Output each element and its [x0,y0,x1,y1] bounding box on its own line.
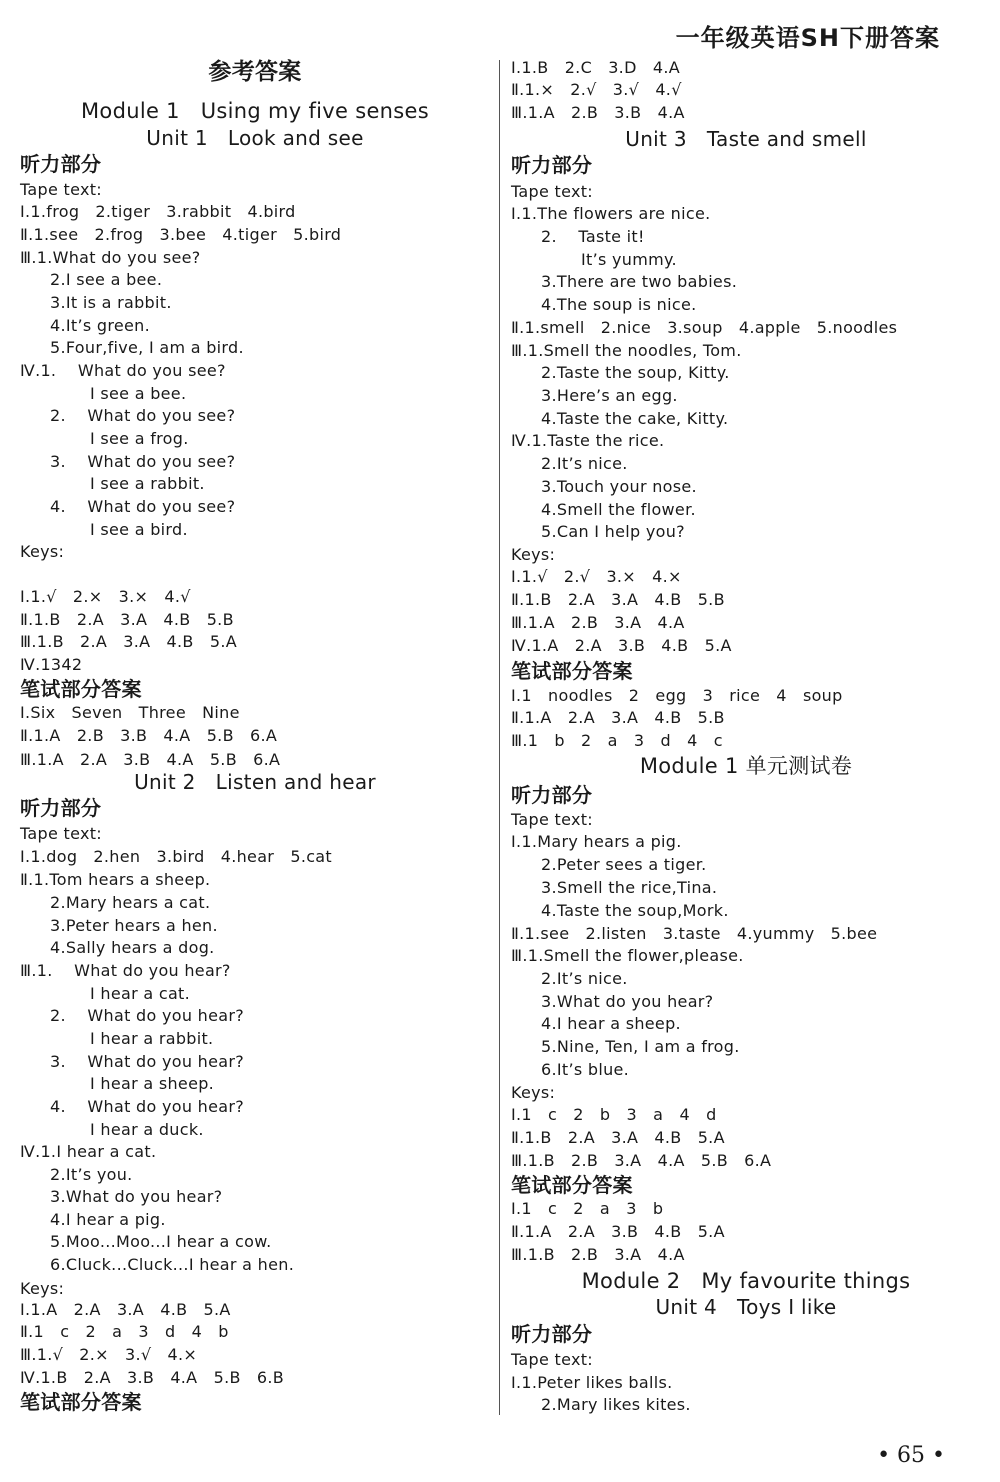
right-answer-line: Ⅳ.1.Taste the rice. [511,431,665,450]
right-answer-line: 4.Smell the flower. [541,500,696,519]
right-module-heading: Module 2 My favourite things [581,1269,911,1293]
left-answer-line: I hear a sheep. [90,1074,215,1093]
right-answer-line: 5.Can I help you? [541,522,685,541]
left-answer-line: Ⅲ.1.A 2.A 3.B 4.A 5.B 6.A [20,750,281,769]
left-answer-line: Tape text: [20,180,102,199]
left-answer-line: 3.It is a rabbit. [50,293,172,312]
left-section-heading: 笔试部分答案 [20,677,142,701]
left-answer-line: 4.It’s green. [50,316,150,335]
right-answer-line: 4.Taste the cake, Kitty. [541,409,729,428]
left-answer-line: I hear a rabbit. [90,1029,214,1048]
left-answer-line: Keys: [20,1279,65,1298]
right-answer-line: Ⅱ.1.A 2.A 3.A 4.B 5.B [511,708,725,727]
right-answer-line: Ⅰ.1.Peter likes balls. [511,1373,673,1392]
right-answer-line: 3.There are two babies. [541,272,738,291]
right-answer-line: Ⅱ.1.B 2.A 3.A 4.B 5.B [511,590,725,609]
right-answer-line: Ⅲ.1.Smell the noodles, Tom. [511,341,742,360]
right-answer-line: 2.Peter sees a tiger. [541,855,707,874]
right-answer-line: It’s yummy. [581,250,677,269]
right-answer-line: 2.It’s nice. [541,454,628,473]
left-answer-line: Tape text: [20,824,102,843]
left-answer-line: I see a bird. [90,520,188,539]
left-answer-line: 2. What do you see? [50,406,236,425]
right-section-heading: 笔试部分答案 [511,1173,633,1197]
left-answer-line: Ⅱ.1.see 2.frog 3.bee 4.tiger 5.bird [20,225,342,244]
right-answer-line: Ⅲ.1.A 2.B 3.A 4.A [511,613,685,632]
left-answer-line: 5.Four,five, I am a bird. [50,338,244,357]
left-answer-line: Ⅳ.1. What do you see? [20,361,226,380]
left-answer-line: 4. What do you hear? [50,1097,245,1116]
right-answer-line: 3.Touch your nose. [541,477,697,496]
page-number: • 65 • [877,1443,945,1468]
left-answer-line: Ⅰ.1.A 2.A 3.A 4.B 5.A [20,1300,231,1319]
left-answer-line: Ⅰ.Six Seven Three Nine [20,703,240,722]
left-answer-line: 3.What do you hear? [50,1187,223,1206]
left-section-heading: 听力部分 [20,152,102,176]
right-answer-line: Ⅲ.1.B 2.B 3.A 4.A [511,1245,685,1264]
column-divider [499,60,500,1415]
right-answer-line: 2.Mary likes kites. [541,1395,691,1414]
right-answer-line: Ⅱ.1.see 2.listen 3.taste 4.yummy 5.bee [511,924,878,943]
right-answer-line: Ⅰ.1.√ 2.√ 3.× 4.× [511,567,682,586]
left-answer-line: Ⅰ.1.√ 2.× 3.× 4.√ [20,587,191,606]
right-answer-line: 4.I hear a sheep. [541,1014,681,1033]
left-answer-line: Keys: [20,542,65,561]
left-answer-line: 3.Peter hears a hen. [50,916,218,935]
left-page-heading: 参考答案 [208,59,302,85]
right-answer-line: Ⅲ.1 b 2 a 3 d 4 c [511,731,723,750]
right-section-heading: 笔试部分答案 [511,659,633,683]
book-title: 一年级英语SH下册答案 [675,24,940,52]
right-answer-line: 2.It’s nice. [541,969,628,988]
right-section-heading: 听力部分 [511,783,593,807]
right-answer-line: Tape text: [511,810,593,829]
right-answer-line: Ⅰ.1.The flowers are nice. [511,204,711,223]
left-answer-line: Ⅲ.1.What do you see? [20,248,201,267]
right-answer-line: 4.The soup is nice. [541,295,697,314]
right-answer-line: 5.Nine, Ten, I am a frog. [541,1037,740,1056]
right-answer-line: Ⅲ.1.A 2.B 3.B 4.A [511,103,685,122]
left-answer-line: I hear a cat. [90,984,191,1003]
left-unit-heading: Unit 2 Listen and hear [134,770,376,794]
left-answer-line: 4.Sally hears a dog. [50,938,215,957]
right-answer-line: 3.What do you hear? [541,992,714,1011]
right-answer-line: 6.It’s blue. [541,1060,630,1079]
left-answer-line: Ⅲ.1.B 2.A 3.A 4.B 5.A [20,632,237,651]
right-answer-line: Tape text: [511,1350,593,1369]
right-answer-line: Ⅰ.1 c 2 a 3 b [511,1199,664,1218]
left-unit-heading: Unit 1 Look and see [146,126,364,150]
right-module-heading: Module 1 单元测试卷 [639,754,853,778]
left-answer-line: Ⅳ.1.B 2.A 3.B 4.A 5.B 6.B [20,1368,285,1387]
left-answer-line: 2.Mary hears a cat. [50,893,211,912]
right-answer-line: Ⅰ.1.Mary hears a pig. [511,832,682,851]
left-answer-line: Ⅱ.1.Tom hears a sheep. [20,870,211,889]
right-answer-line: Ⅱ.1.A 2.A 3.B 4.B 5.A [511,1222,725,1241]
right-answer-line: Ⅰ.1 noodles 2 egg 3 rice 4 soup [511,686,843,705]
right-answer-line: Keys: [511,1083,556,1102]
right-answer-line: Ⅱ.1.smell 2.nice 3.soup 4.apple 5.noodles [511,318,898,337]
left-answer-line: 3. What do you see? [50,452,236,471]
left-answer-line: Ⅰ.1.frog 2.tiger 3.rabbit 4.bird [20,202,296,221]
right-answer-line: 3.Smell the rice,Tina. [541,878,718,897]
left-answer-line: Ⅲ.1. What do you hear? [20,961,231,980]
left-answer-line: 5.Moo...Moo...I hear a cow. [50,1232,272,1251]
right-section-heading: 听力部分 [511,153,593,177]
left-answer-line: Ⅱ.1.A 2.B 3.B 4.A 5.B 6.A [20,726,278,745]
right-answer-line: Ⅰ.1 c 2 b 3 a 4 d [511,1105,717,1124]
left-answer-line: 2. What do you hear? [50,1006,245,1025]
left-module-heading: Module 1 Using my five senses [81,99,429,123]
right-answer-line: 2. Taste it! [541,227,645,246]
left-answer-line: Ⅱ.1.B 2.A 3.A 4.B 5.B [20,610,234,629]
left-answer-line: Ⅱ.1 c 2 a 3 d 4 b [20,1322,229,1341]
right-answer-line: Ⅱ.1.× 2.√ 3.√ 4.√ [511,80,682,99]
left-answer-line: I see a frog. [90,429,189,448]
right-answer-line: 2.Taste the soup, Kitty. [541,363,730,382]
left-answer-line: Ⅲ.1.√ 2.× 3.√ 4.× [20,1345,198,1364]
left-section-heading: 笔试部分答案 [20,1390,142,1414]
right-answer-line: Tape text: [511,182,593,201]
left-answer-line: Ⅳ.1.I hear a cat. [20,1142,157,1161]
left-answer-line: 2.I see a bee. [50,270,163,289]
left-answer-line: I hear a duck. [90,1120,204,1139]
right-unit-heading: Unit 3 Taste and smell [625,127,867,151]
left-answer-line: I see a bee. [90,384,187,403]
left-answer-line: 4. What do you see? [50,497,236,516]
left-answer-line: Ⅰ.1.dog 2.hen 3.bird 4.hear 5.cat [20,847,332,866]
right-answer-line: Ⅲ.1.B 2.B 3.A 4.A 5.B 6.A [511,1151,772,1170]
left-section-heading: 听力部分 [20,796,102,820]
left-answer-line: I see a rabbit. [90,474,205,493]
right-answer-line: Ⅱ.1.B 2.A 3.A 4.B 5.A [511,1128,725,1147]
right-answer-line: 3.Here’s an egg. [541,386,678,405]
left-answer-line: Ⅳ.1342 [20,655,83,674]
right-answer-line: 4.Taste the soup,Mork. [541,901,729,920]
right-unit-heading: Unit 4 Toys I like [655,1295,837,1319]
right-answer-line: Ⅲ.1.Smell the flower,please. [511,946,744,965]
right-answer-line: Ⅳ.1.A 2.A 3.B 4.B 5.A [511,636,732,655]
left-answer-line: 6.Cluck...Cluck...I hear a hen. [50,1255,295,1274]
left-answer-line: 4.I hear a pig. [50,1210,166,1229]
right-answer-line: Keys: [511,545,556,564]
left-answer-line: 3. What do you hear? [50,1052,245,1071]
right-section-heading: 听力部分 [511,1322,593,1346]
right-answer-line: Ⅰ.1.B 2.C 3.D 4.A [511,58,680,77]
left-answer-line: 2.It’s you. [50,1165,133,1184]
